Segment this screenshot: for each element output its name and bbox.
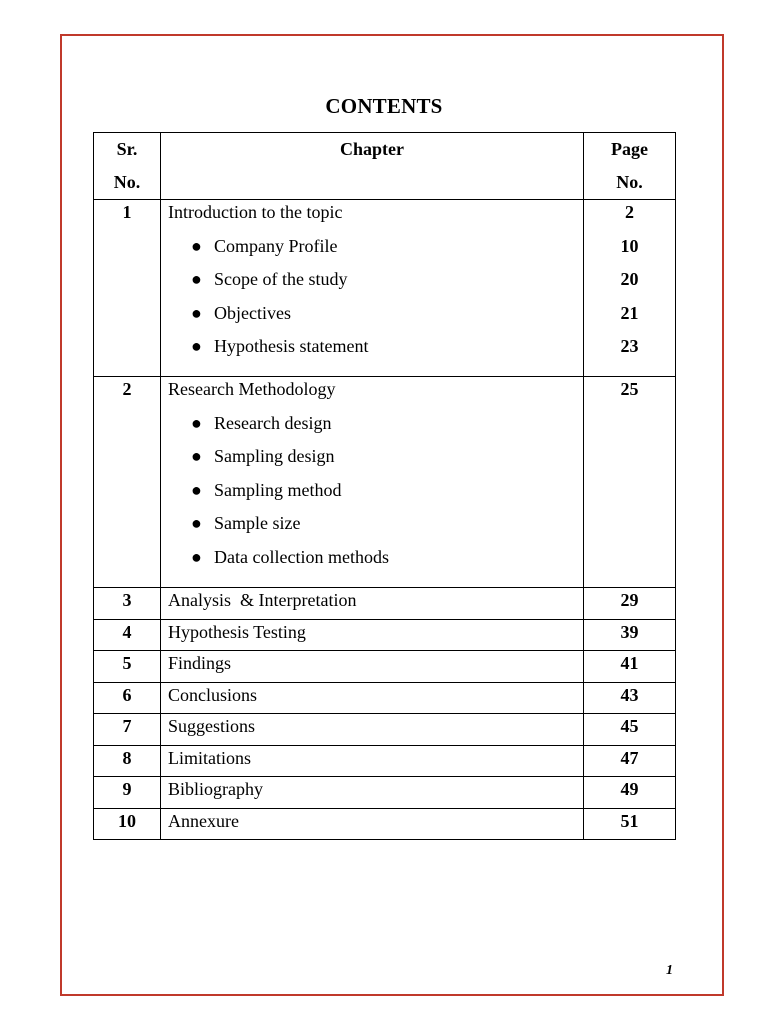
sub-page-value: 21 bbox=[620, 302, 639, 323]
page-value: 45 bbox=[620, 716, 639, 736]
page-value: 51 bbox=[620, 810, 639, 831]
table-header-row bbox=[94, 133, 676, 200]
chapter-cell bbox=[161, 777, 584, 809]
sub-item bbox=[168, 334, 583, 368]
page-no-header bbox=[584, 133, 676, 200]
sr-value: 1 bbox=[122, 202, 132, 222]
sr-cell bbox=[94, 377, 161, 588]
table-row bbox=[94, 200, 676, 377]
chapter-cell bbox=[161, 745, 584, 777]
sub-item-label: Research design bbox=[214, 412, 332, 433]
page-value: 39 bbox=[620, 621, 639, 642]
chapter-title: Hypothesis Testing bbox=[168, 621, 306, 642]
chapter-cell bbox=[161, 200, 584, 377]
chapter-title: Findings bbox=[168, 653, 232, 673]
page-cell bbox=[584, 808, 676, 840]
page-value: 41 bbox=[620, 653, 639, 673]
bullet-dot-icon: ● bbox=[191, 412, 202, 433]
page-cell bbox=[584, 377, 676, 588]
chapter-cell bbox=[161, 682, 584, 714]
page-header-line1: Page bbox=[611, 139, 648, 159]
page-value: 43 bbox=[620, 684, 639, 705]
bullet-dot-icon: ● bbox=[191, 546, 202, 567]
page-title: CONTENTS bbox=[325, 94, 443, 118]
page-cell bbox=[584, 682, 676, 714]
chapter-cell bbox=[161, 714, 584, 746]
sub-item bbox=[168, 411, 583, 445]
table-row bbox=[94, 777, 676, 809]
sr-value: 9 bbox=[122, 779, 132, 799]
chapter-title: Bibliography bbox=[168, 779, 263, 799]
sub-item-label: Scope of the study bbox=[214, 269, 348, 289]
sr-value: 5 bbox=[122, 653, 132, 673]
page-cell bbox=[584, 200, 676, 377]
chapter-title: Limitations bbox=[168, 747, 251, 768]
sr-cell bbox=[94, 588, 161, 620]
chapter-title: Research Methodology bbox=[168, 379, 336, 399]
table-row bbox=[94, 714, 676, 746]
sr-value: 6 bbox=[122, 684, 132, 705]
chapter-cell bbox=[161, 808, 584, 840]
sr-cell bbox=[94, 714, 161, 746]
chapter-title: Introduction to the topic bbox=[168, 202, 343, 222]
chapter-title: Annexure bbox=[168, 810, 239, 831]
page-value: 25 bbox=[620, 379, 639, 399]
sub-page-value: 20 bbox=[620, 269, 639, 289]
page-header-line2: No. bbox=[616, 172, 643, 192]
page-cell bbox=[584, 745, 676, 777]
chapter-cell bbox=[161, 651, 584, 683]
page-value: 47 bbox=[620, 747, 639, 768]
chapter-cell bbox=[161, 377, 584, 588]
page-cell bbox=[584, 714, 676, 746]
sr-header-line2: No. bbox=[113, 172, 141, 192]
sr-value: 10 bbox=[118, 810, 136, 831]
chapter-header-label: Chapter bbox=[340, 139, 404, 159]
page-cell bbox=[584, 651, 676, 683]
page-number: 1 bbox=[666, 963, 673, 978]
table-row bbox=[94, 808, 676, 840]
table-row bbox=[94, 745, 676, 777]
page-value: 29 bbox=[620, 590, 639, 610]
page-cell bbox=[584, 619, 676, 651]
bullet-dot-icon: ● bbox=[191, 269, 202, 289]
bullet-dot-icon: ● bbox=[191, 235, 202, 256]
sub-item bbox=[168, 301, 583, 335]
bullet-dot-icon: ● bbox=[191, 446, 202, 466]
chapter-title: Suggestions bbox=[168, 716, 256, 736]
sub-item-label: Sample size bbox=[214, 513, 301, 533]
chapter-title: Analysis & Interpretation bbox=[168, 590, 357, 610]
sr-value: 8 bbox=[122, 747, 132, 768]
bullet-dot-icon: ● bbox=[191, 513, 202, 533]
sr-cell bbox=[94, 651, 161, 683]
sub-item-label: Company Profile bbox=[214, 235, 338, 256]
sub-item-label: Sampling design bbox=[214, 446, 335, 466]
sr-header-line1: Sr. bbox=[116, 139, 138, 159]
sub-item bbox=[168, 444, 583, 478]
page-value: 2 bbox=[625, 202, 634, 222]
sr-no-header bbox=[94, 133, 161, 200]
sr-cell bbox=[94, 200, 161, 377]
bullet-dot-icon: ● bbox=[191, 336, 202, 356]
sr-value: 2 bbox=[122, 379, 132, 399]
sub-item bbox=[168, 267, 583, 301]
table-row bbox=[94, 619, 676, 651]
bullet-dot-icon: ● bbox=[191, 479, 202, 500]
sr-cell bbox=[94, 682, 161, 714]
sr-cell bbox=[94, 745, 161, 777]
sr-cell bbox=[94, 777, 161, 809]
sub-item bbox=[168, 478, 583, 512]
sr-value: 7 bbox=[122, 716, 132, 736]
chapter-title: Conclusions bbox=[168, 684, 258, 705]
page-cell bbox=[584, 588, 676, 620]
sub-item bbox=[168, 234, 583, 268]
table-row bbox=[94, 377, 676, 588]
sr-value: 4 bbox=[122, 621, 132, 642]
table-row bbox=[94, 588, 676, 620]
chapter-cell bbox=[161, 619, 584, 651]
sub-page-value: 23 bbox=[620, 336, 639, 356]
page-value: 49 bbox=[620, 779, 639, 799]
sr-cell bbox=[94, 808, 161, 840]
chapter-cell bbox=[161, 588, 584, 620]
sub-item-label: Data collection methods bbox=[214, 546, 389, 567]
sub-item-label: Hypothesis statement bbox=[214, 336, 369, 356]
sub-page-value: 10 bbox=[620, 235, 639, 256]
sub-item-label: Objectives bbox=[214, 302, 291, 323]
table-row bbox=[94, 682, 676, 714]
contents-table bbox=[93, 132, 676, 840]
sub-item bbox=[168, 545, 583, 579]
sr-value: 3 bbox=[122, 590, 132, 610]
table-row bbox=[94, 651, 676, 683]
sub-item-label: Sampling method bbox=[214, 479, 342, 500]
chapter-header bbox=[161, 133, 584, 200]
sr-cell bbox=[94, 619, 161, 651]
page-cell bbox=[584, 777, 676, 809]
sub-item bbox=[168, 511, 583, 545]
bullet-dot-icon: ● bbox=[191, 302, 202, 323]
